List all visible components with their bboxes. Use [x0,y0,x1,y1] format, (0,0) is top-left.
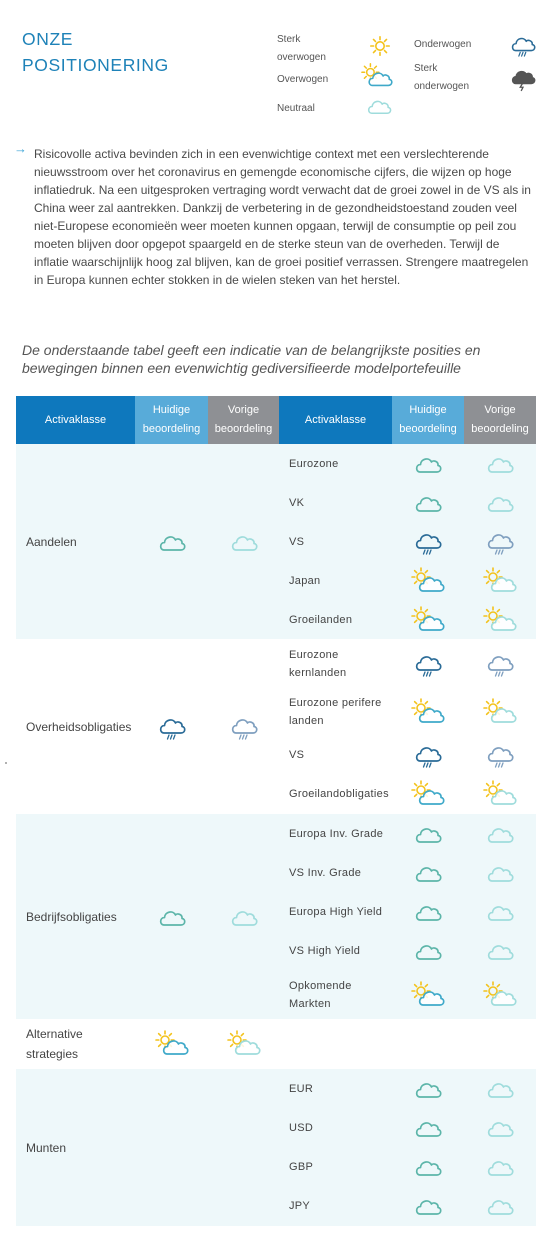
sub-asset-class-name: Europa High Yield [289,906,383,918]
legend-label-overweight: Overwogen [277,74,329,85]
sub-current-rating [392,1148,464,1187]
asset-class-name: Overheidsobligaties [26,719,132,734]
sub-current-rating [392,640,464,688]
legend-label-strong-overweight: Sterk overwogen [277,34,326,63]
previous-rating [208,639,279,814]
sun-cloud-icon [411,982,445,1008]
rain-cloud-icon [486,742,514,768]
sub-asset-class-name: Europa Inv. Grade [289,828,384,840]
cloud-icon [414,1078,442,1100]
table-group [16,639,536,814]
sub-asset-class-name: GBP [289,1161,314,1173]
previous-rating [208,1019,279,1069]
sub-current-rating [392,1187,464,1226]
sub-rows [279,814,536,1019]
table-row [279,522,536,561]
cloud-icon [414,901,442,923]
sub-asset-class-name: Groeilanden [289,613,353,626]
table-row [279,1109,536,1148]
cloud-icon [414,862,442,884]
table-row [279,1148,536,1187]
previous-rating [208,814,279,1019]
cloud-icon [414,1117,442,1139]
table-row [279,815,536,854]
cloud-icon [414,1195,442,1217]
sub-current-rating [392,522,464,561]
sub-previous-rating [464,561,536,600]
sub-previous-rating [464,932,536,971]
sub-previous-rating [464,1187,536,1226]
rain-cloud-icon [486,529,514,555]
table-row [279,600,536,639]
sub-asset-class-name: JPY [289,1200,311,1212]
cloud-icon [486,940,514,962]
sub-current-rating [392,444,464,483]
sun-cloud-icon [483,607,517,633]
sub-previous-rating [464,522,536,561]
sub-asset-class-name: VS Inv. Grade [289,867,362,879]
table-group [16,444,536,639]
sub-asset-class-name: VK [289,496,305,509]
sub-previous-rating [464,1070,536,1109]
arrow-icon: → [14,141,27,156]
table-row [279,854,536,893]
sun-icon [369,35,391,57]
rain-cloud-icon [414,651,442,677]
sun-cloud-icon [483,982,517,1008]
sub-previous-rating [464,483,536,522]
table-header [16,396,536,444]
sub-current-rating [392,483,464,522]
sub-previous-rating [464,444,536,483]
table-row [279,640,536,688]
sub-previous-rating [464,600,536,639]
cloud-icon [486,453,514,475]
sub-previous-rating [464,1109,536,1148]
cloud-icon [158,906,186,928]
rain-cloud-icon [486,651,514,677]
header-asset-class: Activaklasse [16,396,135,444]
sub-previous-rating [464,775,536,814]
table-row [279,1070,536,1109]
stray-dot [5,762,7,764]
storm-cloud-icon [510,66,536,90]
cloud-icon [158,531,186,553]
cloud-icon [486,901,514,923]
sub-current-rating [392,815,464,854]
sub-current-rating [392,854,464,893]
rain-cloud-icon [414,742,442,768]
asset-class-name: Munten [26,1140,67,1155]
sub-previous-rating [464,736,536,775]
header-current: Huidige beoordeling [135,396,208,444]
sub-current-rating [392,1070,464,1109]
cloud-icon [414,823,442,845]
positioning-table [16,396,536,1226]
table-group [16,814,536,1019]
cloud-icon [414,453,442,475]
sub-previous-rating [464,893,536,932]
table-row [279,688,536,736]
sun-cloud-icon [411,607,445,633]
rain-cloud-icon [158,714,186,740]
cloud-icon [486,1156,514,1178]
previous-rating [208,1069,279,1226]
sub-asset-class-name: EUR [289,1083,314,1095]
table-row [279,483,536,522]
sub-asset-class-name: Eurozone kernlanden [289,648,347,679]
sub-current-rating [392,1109,464,1148]
sub-asset-class-name: USD [289,1122,314,1134]
sub-current-rating [392,775,464,814]
current-rating [135,1019,208,1069]
sub-current-rating [392,893,464,932]
sub-asset-class-name: VS [289,535,305,548]
table-group [16,1069,536,1226]
asset-class-name: Bedrijfsobligaties [26,909,117,924]
sub-asset-class-name: Japan [289,574,321,587]
sub-asset-class-name: VS [289,749,305,761]
sub-current-rating [392,561,464,600]
current-rating [135,639,208,814]
sub-previous-rating [464,971,536,1019]
header-sub-asset-class: Activaklasse [279,396,392,444]
table-row [279,1187,536,1226]
page-title: ONZE POSITIONERING [22,29,169,75]
table-row [279,775,536,814]
current-rating [135,1069,208,1226]
legend-label-neutral: Neutraal [277,103,315,114]
legend-label-strong-underweight: Sterk onderwogen [414,63,470,92]
header-sub-previous: Vorige beoordeling [464,396,536,444]
cloud-icon [230,906,258,928]
sub-rows [279,1019,536,1069]
sub-rows [279,444,536,639]
cloud-icon [486,1195,514,1217]
sub-asset-class-name: Eurozone perifere landen [289,696,382,727]
table-row [279,932,536,971]
rain-cloud-icon [510,33,536,57]
cloud-icon [486,1117,514,1139]
rain-cloud-icon [230,714,258,740]
cloud-icon [365,96,393,116]
cloud-icon [486,1078,514,1100]
cloud-icon [414,1156,442,1178]
sun-cloud-icon [155,1031,189,1057]
cloud-icon [486,492,514,514]
table-group [16,1019,536,1069]
sun-cloud-icon [483,781,517,807]
table-caption: De onderstaande tabel geeft een indicatie van de belangrijkste posities en bewegingen binnen een evenwichtig gediversifieerde modelportefeuille [22,342,481,376]
sub-previous-rating [464,815,536,854]
sub-current-rating [392,971,464,1019]
sub-rows [279,639,536,814]
sub-rows [279,1069,536,1226]
cloud-icon [486,862,514,884]
sub-asset-class-name: Eurozone [289,457,339,470]
sun-cloud-icon [483,699,517,725]
intro-paragraph: Risicovolle activa bevinden zich in een evenwichtige context met een verslechterende nieuwsstroom over het coronavirus en gemengde economische cijfers, die wijzen op hoge inflatiedruk. Na een uitgesproken vertraging wordt verwacht dat de groei zowel in de VS als in China weer zal aantrekken. Dankzij de verbetering in de gezondheidstoestand zouden veel niet-Europese economieën weer moeten kunnen opgaan, terwijl de consumptie op peil zou moeten blijven door opgepot spaargeld en de sterke steun van de overheden. Terwijl de inflatie waarschijnlijk hoog zal blijven, kan de groei positief verrassen. Strengere maatregelen in Europa kunnen echter stokken in de wielen steken van het herstel. [34,147,531,287]
cloud-icon [230,531,258,553]
legend-label-underweight: Onderwogen [414,39,472,50]
cloud-icon [486,823,514,845]
cloud-icon [414,492,442,514]
sub-asset-class-name: Opkomende Markten [289,979,352,1010]
table-row [279,444,536,483]
rain-cloud-icon [414,529,442,555]
sub-previous-rating [464,1148,536,1187]
sub-current-rating [392,736,464,775]
sub-previous-rating [464,688,536,736]
header-sub-current: Huidige beoordeling [392,396,464,444]
sub-current-rating [392,932,464,971]
sub-current-rating [392,688,464,736]
asset-class-name: Aandelen [26,534,77,549]
table-row [279,736,536,775]
sub-asset-class-name: Groeilandobligaties [289,788,389,800]
sub-previous-rating [464,640,536,688]
table-row [279,971,536,1019]
sub-current-rating [392,600,464,639]
header-previous: Vorige beoordeling [208,396,279,444]
current-rating [135,814,208,1019]
sun-cloud-icon [411,781,445,807]
sun-cloud-icon [483,568,517,594]
sun-cloud-icon [411,568,445,594]
sub-asset-class-name: VS High Yield [289,945,361,957]
cloud-icon [414,940,442,962]
table-row [279,893,536,932]
previous-rating [208,444,279,639]
sun-cloud-icon [361,63,393,89]
sun-cloud-icon [411,699,445,725]
sub-previous-rating [464,854,536,893]
asset-class-name: Alternative strategies [26,1027,83,1061]
table-row [279,561,536,600]
table-body [16,444,536,1226]
current-rating [135,444,208,639]
sun-cloud-icon [227,1031,261,1057]
